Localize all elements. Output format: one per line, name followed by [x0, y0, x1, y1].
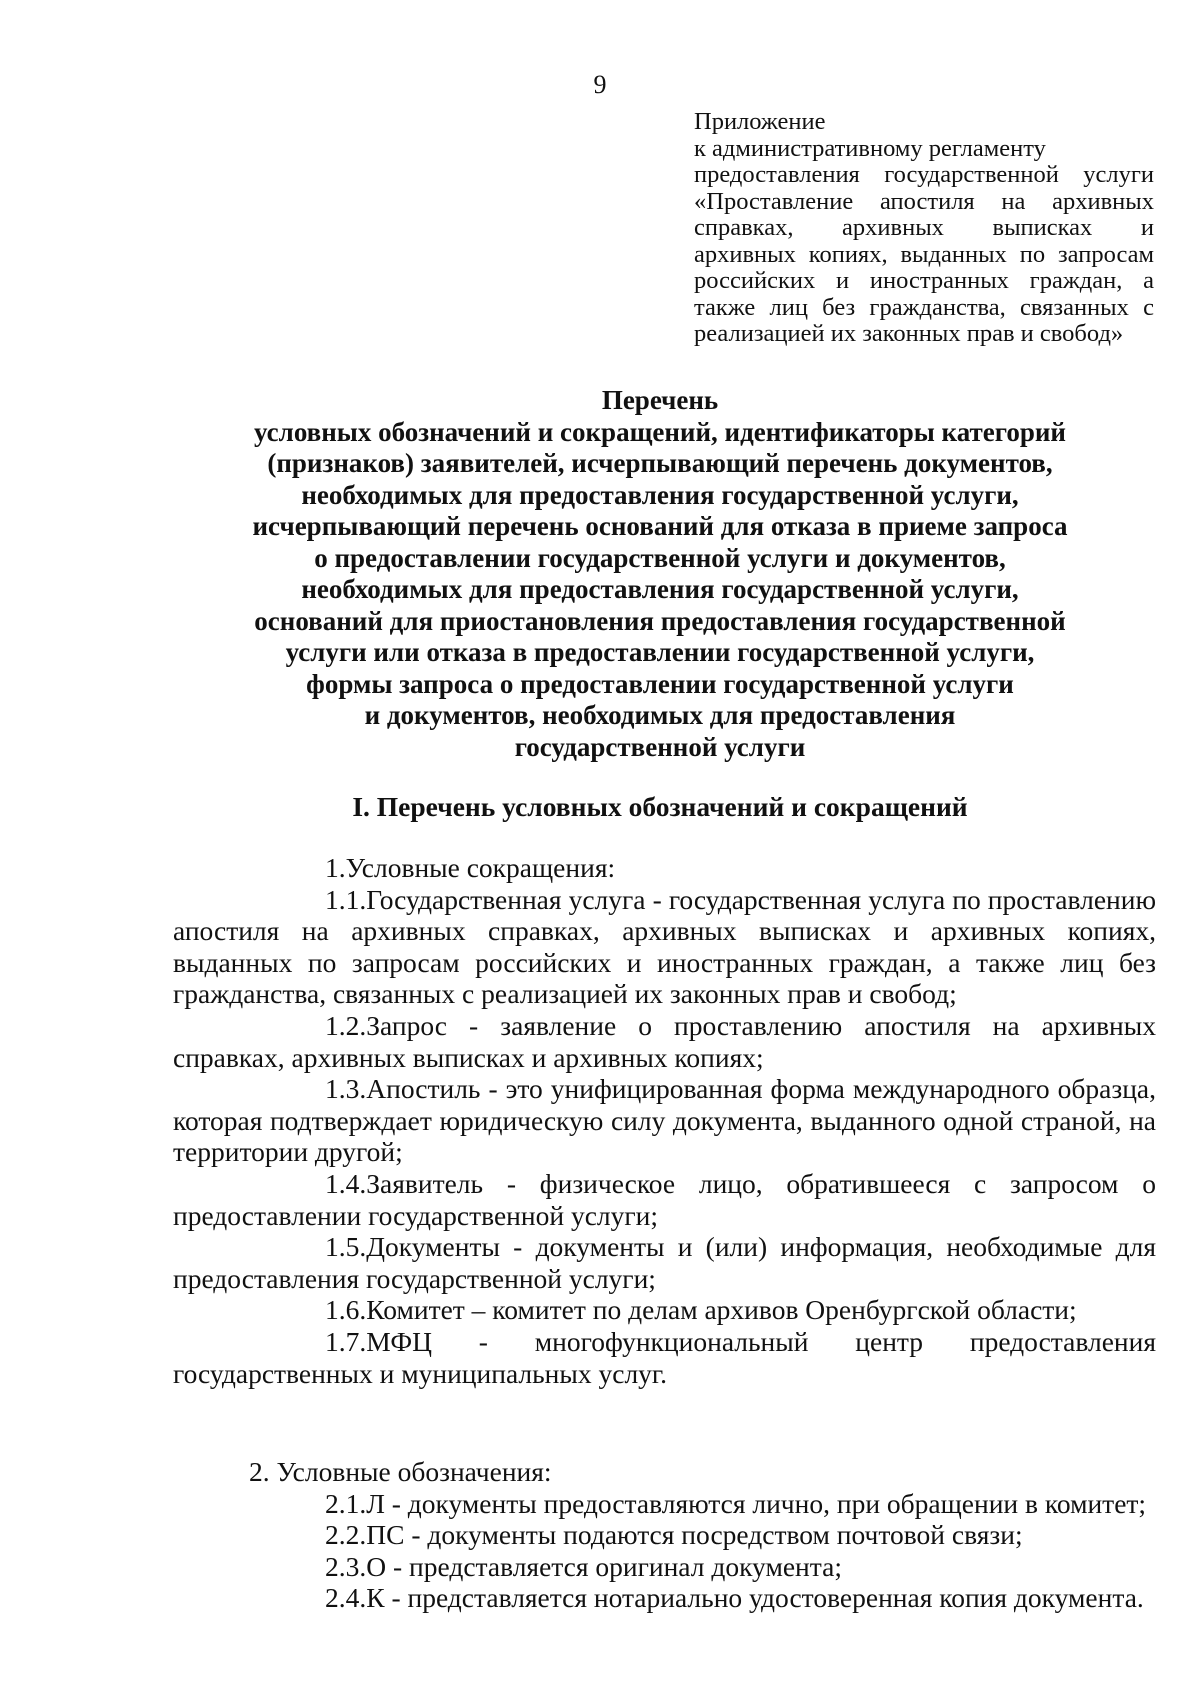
item-number: 1.4.	[325, 1167, 367, 1199]
appendix-line: реализацией их законных прав и свобод»	[694, 320, 1124, 347]
item-number: 1.6.	[325, 1294, 367, 1326]
item-text: МФЦ - многофункциональный центр предоставления государственных и муниципальных услуг.	[173, 1325, 1156, 1389]
item-text: Условные сокращения:	[345, 852, 616, 883]
item-number: 1.2.	[325, 1009, 367, 1041]
list-item	[173, 884, 1156, 1010]
item-text: Апостиль - это унифицированная форма международного образца, которая подтверждает юридическую силу документа, выданного одной страной, на территории другой;	[173, 1073, 1156, 1168]
list-item	[173, 1519, 1156, 1551]
title-line: оснований для приостановления предоставления государственной	[254, 605, 1066, 636]
appendix-line: Приложение	[694, 108, 826, 135]
list-item	[173, 1073, 1156, 1168]
appendix-line: российских и иностранных граждан, а	[694, 267, 1154, 294]
list-item	[173, 1010, 1156, 1073]
item-number: 1.3.	[325, 1073, 367, 1105]
item-number: 2.2.	[325, 1519, 367, 1551]
appendix-line: также лиц без гражданства, связанных с	[694, 293, 1154, 321]
item-text: К - представляется нотариально удостоверенная копия документа.	[366, 1582, 1144, 1614]
title-line: государственной услуги	[514, 731, 806, 762]
appendix-line: к административному регламенту	[694, 134, 1046, 162]
page-number: 9	[593, 70, 607, 99]
appendix-line: справках, архивных выписках и	[694, 214, 1154, 241]
item-text: Заявитель - физическое лицо, обратившееся с запросом о предоставлении государственной услуги;	[173, 1167, 1156, 1231]
title-line: и документов, необходимых для предоставления	[364, 700, 956, 730]
item-text: Запрос - заявление о проставлению апостиля на архивных справках, архивных выписках и архивных копиях;	[173, 1009, 1156, 1073]
title-line: (признаков) заявителей, исчерпывающий перечень документов,	[267, 448, 1053, 478]
appendix-line: архивных копиях, выданных по запросам	[694, 240, 1154, 268]
item-text: ПС - документы подаются посредством почтовой связи;	[366, 1519, 1023, 1551]
title-line: условных обозначений и сокращений, идентификаторы категорий	[254, 416, 1066, 447]
item-text: Государственная услуга - государственная услуга по проставлению апостиля на архивных справках, архивных выписках и архивных копиях, выданных по запросам российских и иностранных граждан, а также лиц без гражданства, связанных с реализацией их законных прав и свобод;	[173, 883, 1156, 1010]
item-number: 1.5.	[325, 1231, 367, 1263]
document-title	[160, 385, 1160, 763]
designations-list	[173, 1456, 1156, 1614]
item-text: Документы - документы и (или) информация, необходимые для предоставления государственной услуги;	[173, 1231, 1156, 1294]
item-number: 1.1.	[325, 883, 367, 915]
appendix-line: предоставления государственной услуги	[694, 161, 1154, 188]
title-line: необходимых для предоставления государственной услуги,	[301, 574, 1019, 604]
list-item	[173, 1294, 1156, 1326]
list-item	[173, 1551, 1156, 1583]
appendix-line: «Проставление апостиля на архивных	[694, 187, 1154, 215]
title-line: исчерпывающий перечень оснований для отказа в приеме запроса	[252, 511, 1068, 541]
item-number: 1.7.	[325, 1325, 367, 1357]
item-number: 1.	[325, 852, 346, 883]
list-heading	[173, 852, 1156, 884]
title-line: формы запроса о предоставлении государственной услуги	[306, 668, 1014, 699]
title-line: о предоставлении государственной услуги и документов,	[314, 542, 1006, 573]
list-item	[173, 1168, 1156, 1231]
item-number: 2.3.	[325, 1550, 367, 1582]
item-number: 2.4.	[325, 1582, 367, 1614]
title-line: Перечень	[601, 385, 719, 415]
item-text: О - представляется оригинал документа;	[366, 1550, 842, 1582]
item-text: Л - документы предоставляются лично, при обращении в комитет;	[366, 1487, 1147, 1519]
list-item	[173, 1231, 1156, 1294]
title-line: необходимых для предоставления государственной услуги,	[301, 479, 1019, 510]
appendix-header	[694, 109, 1154, 348]
section-title: I. Перечень условных обозначений и сокращений	[352, 791, 968, 822]
item-number: 2.1.	[325, 1487, 367, 1519]
list-item	[173, 1326, 1156, 1389]
list-item	[173, 1488, 1156, 1520]
abbreviations-list	[173, 852, 1156, 1389]
list-heading: 2. Условные обозначения:	[249, 1456, 552, 1487]
list-item	[173, 1582, 1156, 1614]
item-text: Комитет – комитет по делам архивов Оренбургской области;	[366, 1294, 1077, 1326]
title-line: услуги или отказа в предоставлении государственной услуги,	[285, 637, 1035, 667]
